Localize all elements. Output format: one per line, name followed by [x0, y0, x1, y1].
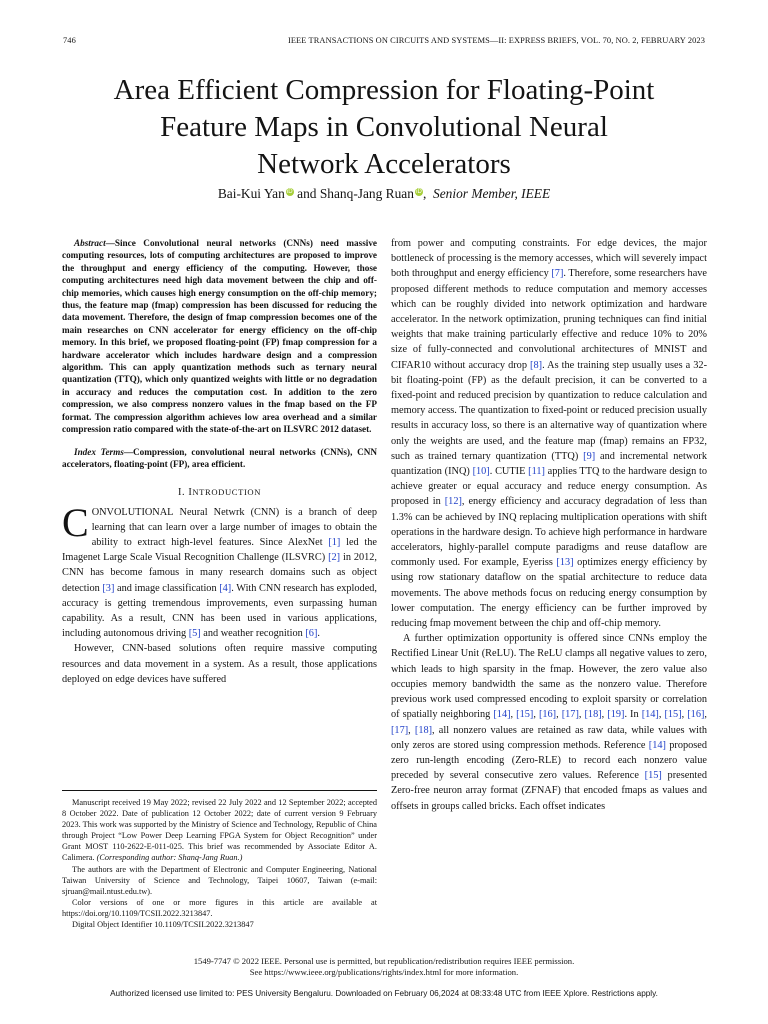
copyright-line-2: See https://www.ieee.org/publications/rights/index.html for more information. [249, 967, 519, 977]
index-terms [62, 446, 377, 471]
abstract [62, 237, 377, 436]
citation-link[interactable]: [12] [444, 496, 462, 508]
index-terms-label: Index Terms [74, 446, 124, 457]
intro-lead: ONVOLUTIONAL [91, 506, 174, 518]
copyright-line-1: 1549-7747 © 2022 IEEE. Personal use is permitted, but republication/redistribution requires IEEE permission. [193, 956, 575, 966]
citation-link[interactable]: [15] [664, 709, 682, 721]
citation-link[interactable]: [14] [493, 709, 511, 721]
citation-link[interactable]: [19] [607, 709, 625, 721]
citation-link[interactable]: [3] [102, 582, 115, 594]
text-run: from power and computing constraints. For edge devices, the major bottleneck of processing is the memory accesses, which will severely impact both throughput and energy efficiency [391, 238, 707, 280]
text-run: , [408, 724, 415, 736]
citation-link[interactable]: [6] [305, 628, 318, 640]
citation-link[interactable]: [10] [472, 466, 490, 478]
copyright-notice [63, 956, 705, 978]
text-run: . As the training step usually uses a 32-bit floating-point (FP) as the default precision, it can be converted to a fixed-point and reduced precision by quantization to reduce calculation and memory access. The quantization to fixed-point or reduced precision usually results in accuracy loss, so there is an alternative way of quantization where only the weights are used, and the feature map (fmap) remains an FP32, such as trained ternary quantization (TTQ) [391, 359, 707, 462]
text-run: , [533, 709, 539, 721]
intro-paragraph-2: However, CNN-based solutions often require massive computing resources and data movement in a system. As a result, those applications deployed on edge devices have suffered [62, 643, 377, 685]
citation-link[interactable]: [2] [328, 552, 341, 564]
citation-link[interactable]: [5] [188, 628, 201, 640]
text-run: applies TTQ to the hardware design to achieve greater or equal accuracy and reduce energy consumption. As proposed in [391, 466, 707, 508]
text-run: , [556, 709, 562, 721]
text-run: A further optimization opportunity is offered since CNNs employ the Rectified Linear Unit (ReLU). The ReLU clamps all negative values to zero, which leads to high sparsity in the fmap. However, the zero value also occupies memory bandwidth the same as the nonzero value. Therefore previous work used compressed encoding to exploit sparsity or correlation of spatially neighboring [391, 633, 707, 721]
index-terms-text: Compression, convolutional neural networks (CNNs), CNN accelerators, floating-point (FP), area efficient. [62, 446, 377, 469]
citation-link[interactable]: [15] [516, 709, 534, 721]
orcid-icon[interactable]: iD [286, 188, 293, 195]
title-line-2: Feature Maps in Convolutional Neural [160, 111, 608, 143]
citation-link[interactable]: [14] [648, 739, 666, 751]
text-run: . Therefore, some researchers have proposed different methods to reduce computation and memory accesses which can be roughly divided into network optimization and hardware accelerator. In the network optimization, pruning techniques can find initial weights that make training particularly effective and reduce 10% to 20% size of fully-connected and convolutional architectures of MNIST and CIFAR10 without accuracy drop [391, 268, 707, 371]
index-terms-dash: — [123, 446, 134, 457]
text-run: and weather recognition [200, 628, 306, 640]
journal-name: IEEE TRANSACTIONS ON CIRCUITS AND SYSTEMS—II: EXPRESS BRIEFS, VOL. 70, NO. 2, FEBRUARY 2023 [287, 36, 705, 45]
abstract-label: Abstract [74, 238, 106, 248]
paper-title [63, 72, 705, 183]
text-run: . [317, 628, 320, 640]
right-paragraph-2 [391, 631, 707, 813]
author-2: Shanq-Jang Ruan [319, 186, 414, 201]
abstract-text: Since Convolutional neural networks (CNNs) need massive computing resources, lots of computing architectures are proposed to improve the throughput and energy efficiency of the computing. However, those computing architectures need high data movement between the chip and off-chip memories, which causes high energy consumption on the off-chip memory; thus, the feature map (fmap) compression has been discussed for reducing the data movement. Therefore, the design of fmap compression becomes one of the main researches on CNN accelerator for energy efficiency on the off-chip memory. In this brief, we proposed floating-point (FP) fmap compression for a hardware accelerator which includes hardware design and a compression algorithm. This can apply quantization methods such as ternary neural quantization (TTQ), which only quantized weights with little or no degradation in accuracy and reduces the computation cost. In addition to the zero compression, we also compress nonzero values in the fmap based on the FP format. The compression algorithm achieves low area overhead and a similar compression ratio compared with the state-of-the-art on ILSVRC 2012 dataset. [62, 238, 377, 435]
author-membership: Senior Member, IEEE [433, 186, 551, 201]
right-column [391, 236, 707, 814]
running-header [63, 36, 705, 50]
author-1: Bai-Kui Yan [217, 186, 285, 201]
text-run: proposed zero run-length encoding (Zero-RLE) to record each nonzero value preceded by several consecutive zero values. Reference [391, 739, 707, 782]
section-number: I. [177, 487, 189, 499]
footnotes [62, 797, 377, 930]
footnote-affiliation: The authors are with the Department of Electronic and Computer Engineering, National Taiwan University of Science and Technology, Taipei 10607, Taiwan (e-mail: sjruan@mail.ntust.edu.tw). [62, 864, 377, 896]
section-heading [62, 485, 377, 500]
citation-link[interactable]: [8] [530, 359, 543, 371]
text-run: . CUTIE [489, 466, 529, 478]
title-line-3: Network Accelerators [257, 148, 511, 180]
text-run: , [704, 709, 707, 721]
section-title-rest: NTRODUCTION [192, 487, 262, 498]
author-list [63, 186, 705, 202]
citation-link[interactable]: [4] [219, 582, 232, 594]
section-title-initial: I [188, 487, 193, 499]
text-run: , [601, 709, 608, 721]
right-paragraph-1 [391, 236, 707, 631]
text-run: , all nonzero values are retained as raw data, while values with only zeros are stored using compression methods. Reference [391, 724, 707, 751]
author-conjunction: and [293, 186, 320, 201]
intro-paragraph-1 [62, 499, 377, 642]
text-run: and image classification [114, 582, 220, 594]
abstract-dash: — [105, 238, 115, 248]
citation-link[interactable]: [18] [584, 709, 602, 721]
text-run: , [658, 709, 665, 721]
corresponding-author-note: (Corresponding author: Shanq-Jang Ruan.) [96, 853, 243, 863]
orcid-icon[interactable]: iD [416, 188, 422, 195]
text-run: optimizes energy efficiency by using row stationary dataflow on the spatial architecture to reduce data movements. The above methods focus on reducing energy consumption by lower computation. The energy efficiency can be further improved by reducing fmap movement between the chip and off-chip memory. [391, 557, 707, 630]
text-run: , energy efficiency and accuracy degradation of less than 1.3% can be achieved by INQ replacing multiplication operations with shift operations in the hardware design. To achieve high performance in hardware accelerators, highly-parallel compute paradigms and reuse dataflow are commonly used. For example, Eyeriss [391, 496, 707, 569]
citation-link[interactable]: [16] [687, 709, 705, 721]
citation-link[interactable]: [16] [538, 709, 557, 721]
left-column [62, 237, 377, 687]
citation-link[interactable]: [11] [528, 466, 545, 478]
author-separator: , [422, 186, 430, 201]
license-banner: Authorized licensed use limited to: PES University Bengaluru. Downloaded on February 06,2024 at 08:33:48 UTC from IEEE Xplore. Restrictions apply. [110, 989, 658, 998]
citation-link[interactable]: [13] [556, 557, 574, 569]
citation-link[interactable]: [18] [414, 724, 433, 736]
text-run: Manuscript received 19 May 2022; revised 22 July 2022 and 12 September 2022; accepted 8 October 2022. Date of publication 12 October 2022; date of current version 9 February 2023. This work was supported by the Ministry of Science and Technology, Republic of China through Project “Low Power Deep Learning FPGA System for Object Recognition” under Grant MOST 110-2622-E-011-025. This brief was recommended by Associate Editor A. Calimera. [62, 798, 377, 863]
drop-cap: C [62, 499, 89, 545]
title-line-1: Area Efficient Compression for Floating-Point [113, 74, 655, 106]
text-run: and incremental network quantization (INQ) [391, 450, 707, 478]
text-run: , [681, 709, 688, 721]
text-run: Neural Netwrk (CNN) is a branch of deep learning that can learn over a large number of images to obtain the ability to extract high-level features. Since AlexNet [91, 506, 377, 548]
citation-link[interactable]: [1] [328, 536, 341, 548]
footnote-doi: Digital Object Identifier 10.1109/TCSII.2022.3213847 [72, 920, 254, 930]
footnote-rule [62, 790, 377, 791]
citation-link[interactable]: [14] [641, 709, 659, 721]
text-run: . In [624, 709, 642, 721]
page-number: 746 [63, 36, 76, 45]
citation-link[interactable]: [17] [561, 709, 579, 721]
citation-link[interactable]: [7] [551, 268, 564, 280]
citation-link[interactable]: [17] [391, 724, 409, 736]
footnote-color: Color versions of one or more figures in this article are available at https://doi.org/10.1109/TCSII.2022.3213847. [62, 897, 377, 918]
text-run: presented Zero-free neuron array format (ZFNAF) that encoded fmaps as values and offsets in groups called bricks. Each offset indicates [391, 770, 707, 812]
text-run: . With CNN research has exploded, accuracy is getting tremendous improvements, even surpassing human capability. As a result, CNN has been used in various applications, including autonomous driving [62, 582, 377, 640]
text-run: led the Imagenet Large Scale Visual Recognition Challenge (ILSVRC) [62, 536, 377, 564]
citation-link[interactable]: [15] [644, 770, 662, 782]
text-run: , [510, 709, 517, 721]
footnote-manuscript [62, 797, 377, 864]
text-run: in 2012, CNN has become famous in many research domains such as object detection [62, 552, 377, 594]
citation-link[interactable]: [9] [583, 450, 596, 462]
text-run: , [578, 709, 585, 721]
